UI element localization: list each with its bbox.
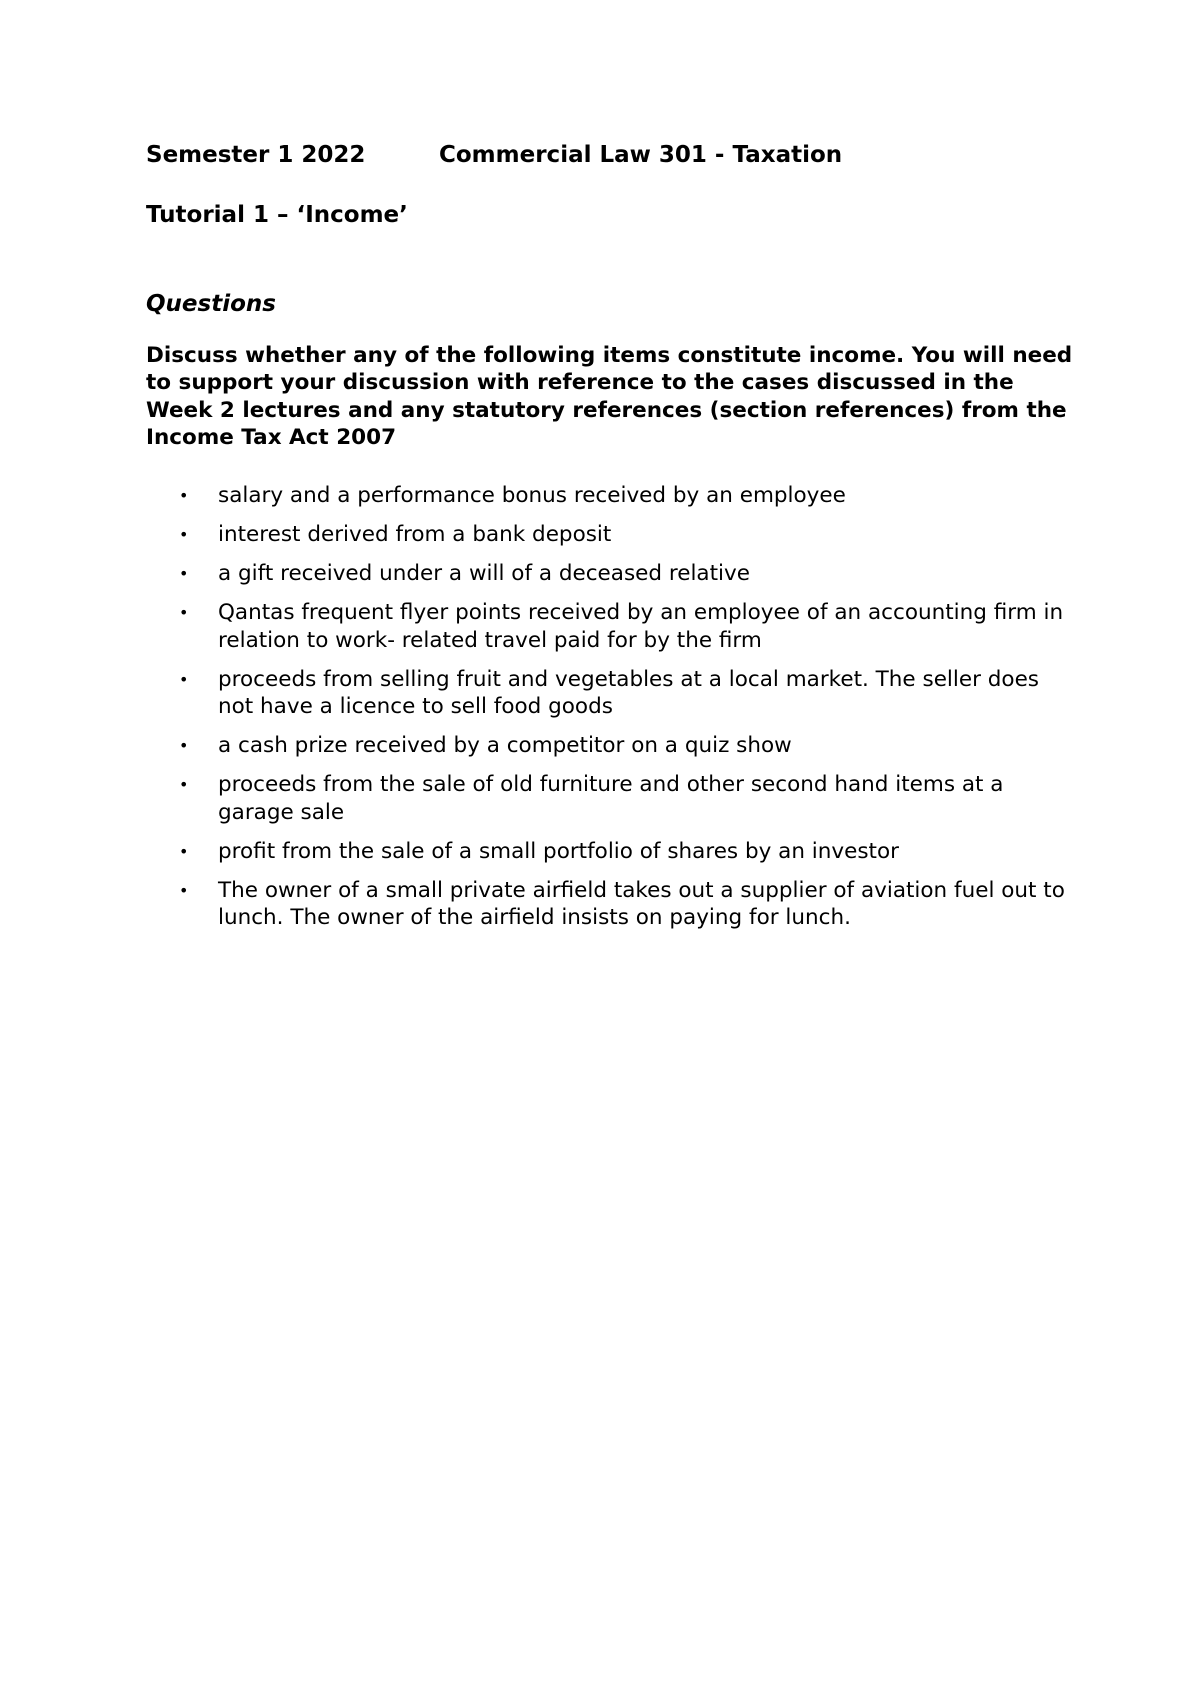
list-item-text: Qantas frequent flyer points received by an employee of an accounting firm in relation to work- related travel paid for by the firm	[218, 600, 1064, 653]
list-item	[146, 732, 1076, 760]
list-item	[146, 838, 1076, 866]
list-item	[146, 521, 1076, 549]
list-item	[146, 482, 1076, 510]
list-item	[146, 599, 1076, 654]
list-item	[146, 666, 1076, 721]
bullet-icon: •	[179, 603, 189, 623]
question-items-list	[146, 482, 1076, 932]
list-item-text: interest derived from a bank deposit	[218, 522, 612, 548]
list-item-text: proceeds from selling fruit and vegetables at a local market. The seller does not have a licence to sell food goods	[218, 666, 1039, 720]
course-title: Commercial Law 301 - Taxation	[439, 142, 843, 168]
list-item	[146, 877, 1076, 932]
list-item	[146, 560, 1076, 588]
list-item-text: a gift received under a will of a deceased relative	[218, 561, 750, 587]
bullet-icon: •	[179, 525, 189, 545]
bullet-icon: •	[179, 564, 189, 584]
bullet-icon: •	[179, 775, 189, 795]
list-item-text: a cash prize received by a competitor on a quiz show	[218, 733, 792, 759]
document-header	[146, 140, 1076, 170]
bullet-icon: •	[179, 880, 189, 900]
bullet-icon: •	[179, 669, 189, 689]
tutorial-title: Tutorial 1 – ‘Income’	[146, 202, 408, 228]
semester-label: Semester 1 2022	[146, 142, 366, 168]
list-item	[146, 771, 1076, 826]
document-page	[146, 140, 1076, 943]
bullet-icon: •	[179, 736, 189, 756]
questions-heading: Questions	[146, 291, 276, 317]
list-item-text: salary and a performance bonus received by an employee	[218, 483, 846, 509]
intro-paragraph: Discuss whether any of the following items constitute income. You will need to support your discussion with reference to the cases discussed in the Week 2 lectures and any statutory references (section references) from the Income Tax Act 2007	[146, 343, 1073, 450]
list-item-text: profit from the sale of a small portfolio of shares by an investor	[218, 838, 899, 864]
bullet-icon: •	[179, 841, 189, 861]
list-item-text: The owner of a small private airfield takes out a supplier of aviation fuel out to lunch. The owner of the airfield insists on paying for lunch.	[218, 877, 1065, 931]
bullet-icon: •	[179, 486, 189, 506]
list-item-text: proceeds from the sale of old furniture and other second hand items at a garage sale	[218, 772, 1004, 825]
